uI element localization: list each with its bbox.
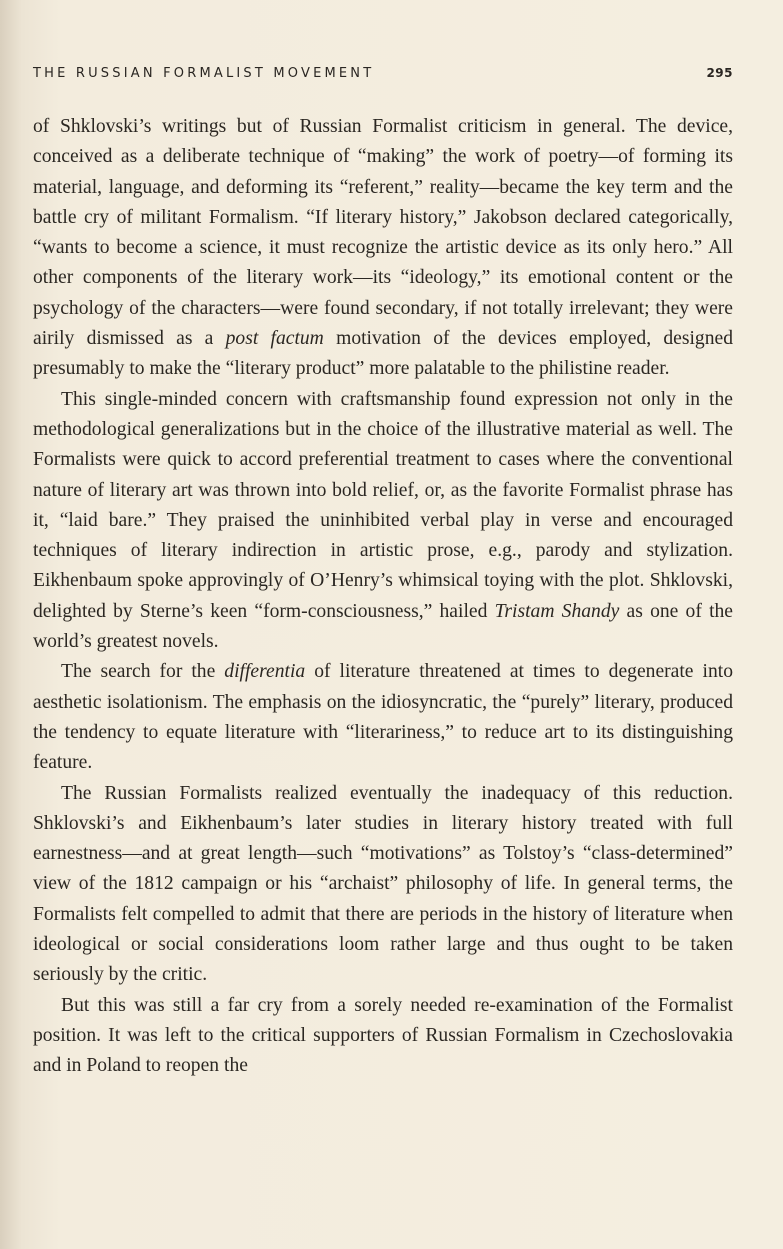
page-number: 295 (706, 66, 733, 80)
text-run: The Russian Formalists realized eventually the inadequacy of this reduction. Shklovski’s and Eikhenbaum’s later studies in literary history treated with full earnestness—and at great length—such “motivations” as Tolstoy’s “class-determined” view of the 1812 campaign or his “archaist” philosophy of life. In general terms, the Formalists felt compelled to admit that there are periods in the history of literature when ideological or social considerations loom rather large and thus ought to be taken seriously by the critic. (33, 782, 733, 986)
text-run: This single-minded concern with craftsmanship found expression not only in the methodological generalizations but in the choice of the illustrative material as well. The Formalists were quick to accord preferential treatment to cases where the conventional nature of literary art was thrown into bold relief, or, as the favorite Formalist phrase has it, “laid bare.” They praised the uninhibited verbal play in verse and encouraged techniques of literary indirection in artistic prose, e.g., parody and stylization. Eikhenbaum spoke approvingly of O’Henry’s whimsical toying with the plot. Shklovski, delighted by Sterne’s keen “form-consciousness,” hailed (33, 388, 733, 622)
text-run: of Shklovski’s writings but of Russian Formalist criticism in general. The device, conceived as a deliberate technique of “making” the work of poetry—of forming its material, language, and deforming its “referent,” reality—became the key term and the battle cry of militant Formalism. “If literary history,” Jakobson declared categorically, “wants to become a science, it must recognize the artistic device as its only hero.” All other components of the literary work—its “ideology,” its emotional content or the psychology of the characters—were found secondary, if not totally irrelevant; they were airily dismissed as a (33, 116, 733, 350)
paragraph-5 (33, 991, 733, 1082)
italic-run: differentia (224, 661, 306, 683)
text-run: as one of the world’s greatest novels. (33, 600, 734, 653)
running-title: THE RUSSIAN FORMALIST MOVEMENT (33, 66, 375, 81)
paragraph-3 (33, 657, 733, 778)
text-run: of literature threatened at times to degenerate into aesthetic isolationism. The emphasis on the idiosyncratic, the “purely” literary, produced the tendency to equate literature with “literariness,” to reduce art to its distinguishing feature. (33, 661, 733, 774)
text-run: But this was still a far cry from a sorely needed re-examination of the Formalist position. It was left to the critical supporters of Russian Formalism in Czechoslovakia and in Poland to reopen the (33, 994, 733, 1077)
paragraph-2 (33, 385, 733, 658)
paragraph-1 (33, 112, 733, 385)
running-header (33, 66, 733, 88)
text-run: The search for the (61, 661, 225, 683)
text-run: motivation of the devices employed, designed presumably to make the “literary product” more palatable to the philistine reader. (33, 328, 733, 380)
italic-run: Tristam Shandy (494, 600, 620, 622)
italic-run: post factum (225, 328, 324, 350)
paragraph-4 (33, 779, 733, 991)
body-text (33, 112, 733, 1082)
